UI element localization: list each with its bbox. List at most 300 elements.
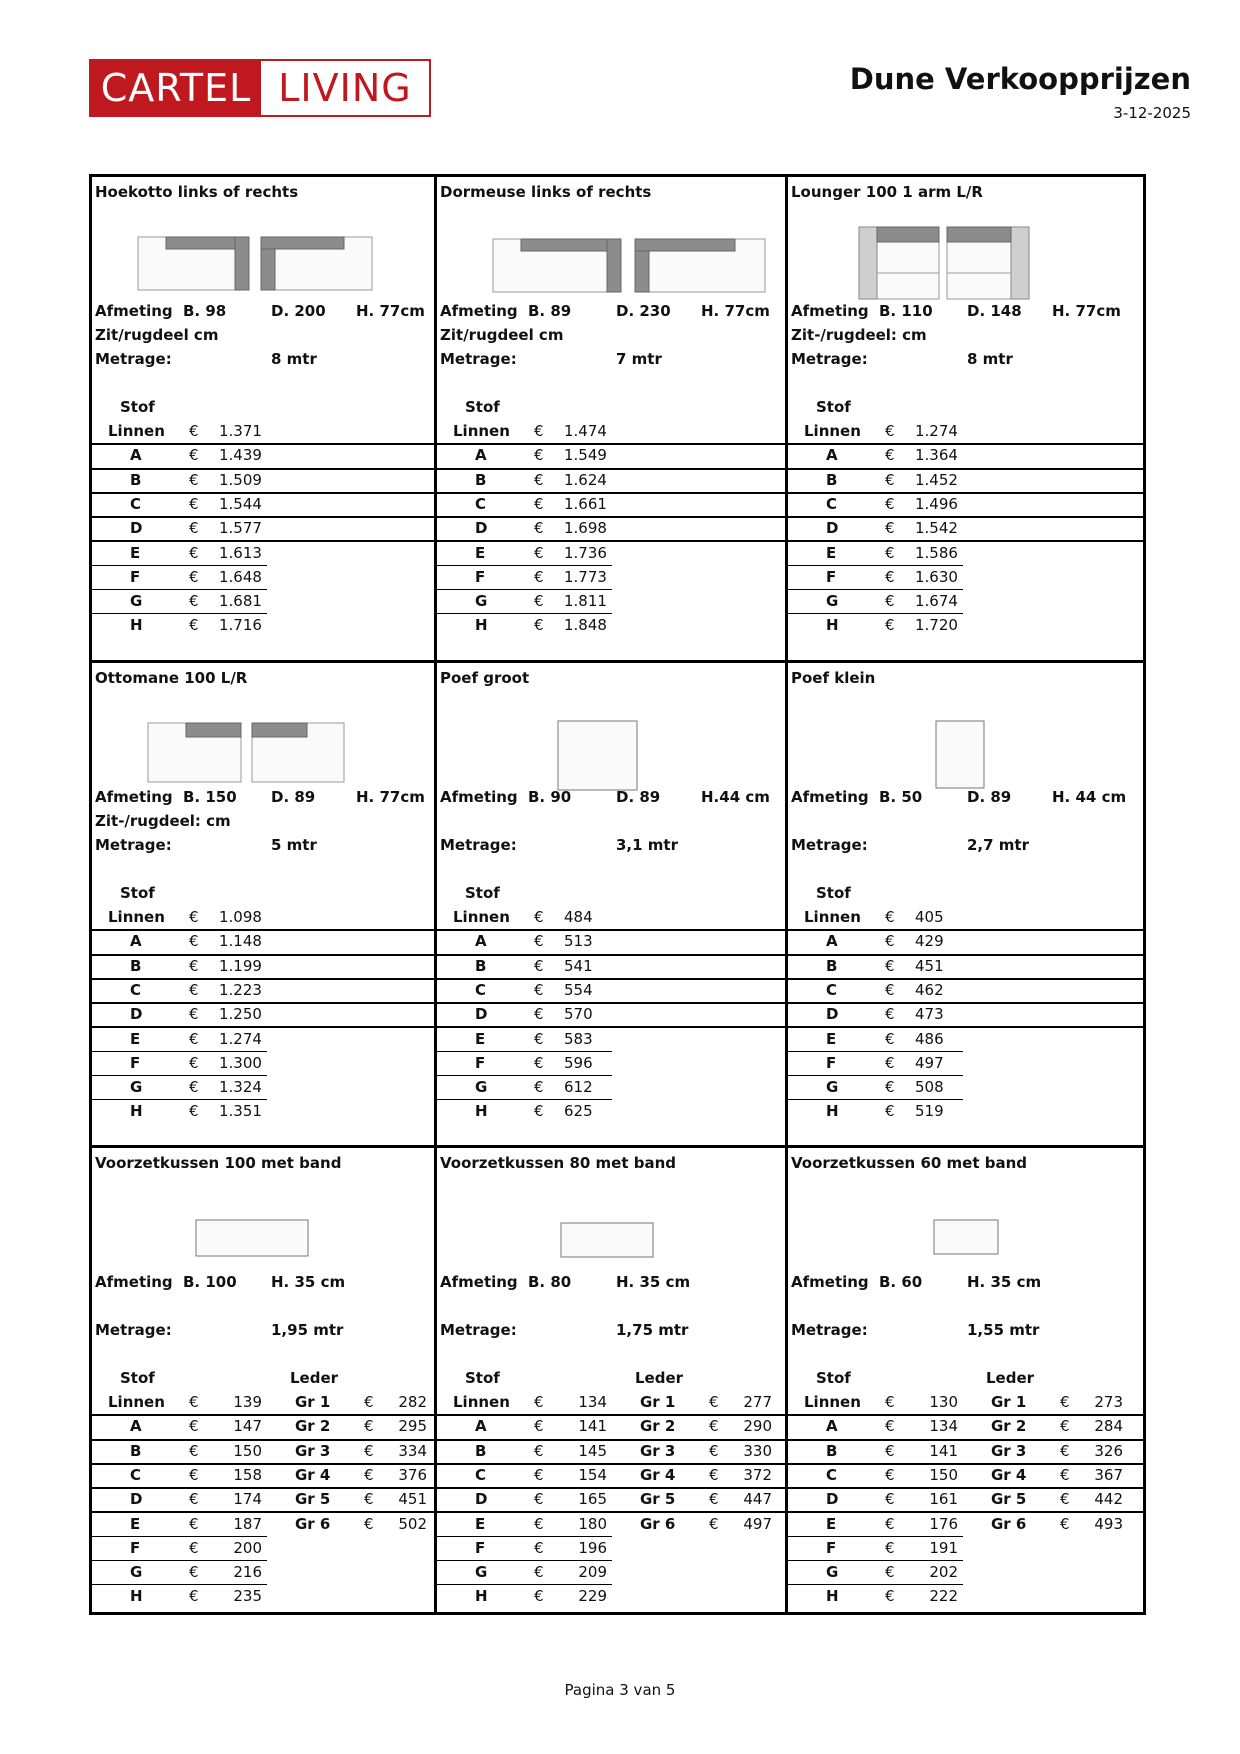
row-separator — [92, 1487, 434, 1489]
metrage-value: 1,95 mtr — [271, 1321, 344, 1339]
leder-grade-label: Gr 4 — [991, 1465, 1027, 1484]
logo-living: LIVING — [261, 61, 429, 115]
price-row — [788, 519, 1145, 543]
row-separator — [788, 1560, 963, 1561]
dimension-label: Afmeting — [791, 1273, 869, 1291]
euro-sign: € — [364, 1490, 374, 1509]
price-row — [788, 1442, 1145, 1466]
price-row — [437, 1563, 785, 1587]
dimension-height: H. 77cm — [1052, 302, 1121, 320]
grade-label: B — [130, 1441, 142, 1460]
grade-label: F — [130, 1538, 141, 1557]
stof-price: 583 — [564, 1029, 593, 1048]
stof-price: 1.371 — [219, 422, 262, 440]
stof-price: 141 — [578, 1417, 607, 1436]
stof-price: 1.630 — [915, 567, 958, 586]
price-row — [437, 1515, 785, 1539]
metrage-value: 2,7 mtr — [967, 836, 1029, 854]
metrage-label: Metrage: — [440, 350, 517, 368]
euro-sign: € — [189, 592, 199, 611]
grade-label: A — [475, 446, 487, 465]
row-separator — [788, 1002, 1145, 1004]
price-row — [92, 1442, 434, 1466]
dimension-width: B. 60 — [879, 1273, 923, 1291]
price-row — [92, 1005, 434, 1029]
grade-label: A — [826, 446, 838, 465]
grade-label: G — [130, 1563, 143, 1582]
seat-back-label: Zit-/rugdeel: cm — [95, 812, 231, 830]
row-separator — [788, 929, 1145, 931]
euro-sign: € — [709, 1490, 719, 1509]
row-separator — [437, 565, 612, 566]
grade-label: B — [475, 1441, 487, 1460]
dimension-height: H.44 cm — [701, 788, 770, 806]
price-row — [437, 422, 785, 446]
stof-price: 1.274 — [219, 1029, 262, 1048]
row-separator — [788, 1487, 1145, 1489]
leder-grade-label: Gr 3 — [991, 1441, 1027, 1460]
price-grid — [89, 174, 1146, 1615]
dimension-depth: D. 89 — [271, 788, 316, 806]
euro-sign: € — [709, 1514, 719, 1533]
row-separator — [437, 1002, 785, 1004]
stof-header: Stof — [816, 398, 851, 416]
grade-label: A — [475, 932, 487, 951]
row-separator — [437, 492, 785, 494]
dimension-width: B. 90 — [528, 788, 572, 806]
euro-sign: € — [189, 1538, 199, 1557]
leder-grade-label: Gr 3 — [640, 1441, 676, 1460]
euro-sign: € — [534, 1514, 544, 1533]
grade-label: E — [130, 1029, 141, 1048]
document-title: Dune Verkoopprijzen — [849, 62, 1191, 96]
stof-price: 1.542 — [915, 519, 958, 538]
row-separator — [92, 1584, 267, 1585]
row-separator — [788, 468, 1145, 470]
euro-sign: € — [534, 1563, 544, 1582]
grade-label: F — [475, 567, 486, 586]
price-row — [437, 1005, 785, 1029]
price-row — [788, 1102, 1145, 1126]
leder-header: Leder — [290, 1369, 339, 1387]
leder-grade-label: Gr 6 — [991, 1514, 1027, 1533]
row-separator — [437, 589, 612, 590]
metrage-value: 7 mtr — [616, 350, 662, 368]
price-row — [92, 981, 434, 1005]
grade-label: Linnen — [108, 422, 165, 440]
leder-price: 372 — [743, 1465, 772, 1484]
euro-sign: € — [534, 1441, 544, 1460]
product-cell — [788, 1148, 1145, 1615]
grade-label: E — [475, 543, 486, 562]
leder-header: Leder — [986, 1369, 1035, 1387]
grade-label: A — [130, 446, 142, 465]
row-separator — [437, 443, 785, 445]
price-row — [437, 1442, 785, 1466]
grade-label: D — [826, 519, 839, 538]
stof-price: 235 — [233, 1587, 262, 1606]
euro-sign: € — [364, 1514, 374, 1533]
euro-sign: € — [885, 1514, 895, 1533]
leder-price: 497 — [743, 1514, 772, 1533]
grade-label: B — [826, 956, 838, 975]
price-row — [92, 1490, 434, 1514]
stof-price: 216 — [233, 1563, 262, 1582]
grade-label: F — [826, 567, 837, 586]
leder-grade-label: Gr 2 — [295, 1417, 331, 1436]
product-cell — [92, 1148, 434, 1615]
page-number: Pagina 3 van 5 — [564, 1681, 676, 1699]
row-separator — [437, 1414, 785, 1416]
leder-price: 376 — [398, 1465, 427, 1484]
grade-label: H — [826, 616, 839, 635]
grade-label: A — [130, 932, 142, 951]
stof-price: 209 — [578, 1563, 607, 1582]
stof-price: 180 — [578, 1514, 607, 1533]
row-separator — [437, 613, 612, 614]
price-row — [788, 1466, 1145, 1490]
euro-sign: € — [189, 1563, 199, 1582]
stof-price: 1.720 — [915, 616, 958, 635]
price-row — [92, 1417, 434, 1441]
grade-label: D — [475, 519, 488, 538]
stof-price: 1.811 — [564, 592, 607, 611]
product-title: Voorzetkussen 100 met band — [95, 1154, 342, 1172]
row-separator — [92, 540, 434, 542]
price-row — [437, 1393, 785, 1417]
euro-sign: € — [885, 1078, 895, 1097]
grade-label: G — [826, 592, 839, 611]
leder-grade-label: Gr 4 — [640, 1465, 676, 1484]
euro-sign: € — [534, 567, 544, 586]
euro-sign: € — [885, 932, 895, 951]
euro-sign: € — [189, 494, 199, 513]
euro-sign: € — [534, 1465, 544, 1484]
price-row — [437, 1030, 785, 1054]
grade-label: Linnen — [453, 422, 510, 440]
euro-sign: € — [885, 1053, 895, 1072]
dimension-depth: D. 200 — [271, 302, 326, 320]
stof-price: 158 — [233, 1465, 262, 1484]
grade-label: H — [475, 616, 488, 635]
grade-label: D — [826, 1005, 839, 1024]
leder-price: 367 — [1094, 1465, 1123, 1484]
dimension-label: Afmeting — [440, 1273, 518, 1291]
dimension-width: B. 150 — [183, 788, 237, 806]
row-separator — [92, 516, 434, 518]
price-row — [788, 1515, 1145, 1539]
euro-sign: € — [189, 1465, 199, 1484]
grade-label: B — [826, 1441, 838, 1460]
row-separator — [437, 1511, 785, 1513]
row-separator — [92, 1536, 267, 1537]
stof-price: 429 — [915, 932, 944, 951]
price-row — [437, 1054, 785, 1078]
row-separator — [437, 1536, 612, 1537]
grade-label: A — [826, 932, 838, 951]
grade-label: F — [826, 1053, 837, 1072]
stof-price: 1.736 — [564, 543, 607, 562]
product-title: Poef klein — [791, 669, 876, 687]
euro-sign: € — [534, 932, 544, 951]
euro-sign: € — [189, 422, 199, 440]
euro-sign: € — [709, 1417, 719, 1436]
grade-label: B — [475, 470, 487, 489]
leder-price: 334 — [398, 1441, 427, 1460]
price-row — [788, 1005, 1145, 1029]
stof-price: 513 — [564, 932, 593, 951]
row-separator — [788, 1439, 1145, 1441]
stof-price: 229 — [578, 1587, 607, 1606]
dimension-depth: D. 89 — [616, 788, 661, 806]
stof-price: 1.250 — [219, 1005, 262, 1024]
euro-sign: € — [1060, 1393, 1070, 1411]
euro-sign: € — [189, 1005, 199, 1024]
row-separator — [788, 589, 963, 590]
euro-sign: € — [1060, 1514, 1070, 1533]
leder-price: 447 — [743, 1490, 772, 1509]
euro-sign: € — [534, 470, 544, 489]
price-row — [788, 1539, 1145, 1563]
euro-sign: € — [534, 1053, 544, 1072]
euro-sign: € — [534, 422, 544, 440]
stof-price: 1.648 — [219, 567, 262, 586]
grade-label: H — [130, 616, 143, 635]
row-separator — [788, 1414, 1145, 1416]
stof-price: 554 — [564, 980, 593, 999]
stof-price: 625 — [564, 1102, 593, 1121]
euro-sign: € — [364, 1465, 374, 1484]
euro-sign: € — [885, 470, 895, 489]
product-cell — [437, 1148, 785, 1615]
stof-price: 154 — [578, 1465, 607, 1484]
euro-sign: € — [1060, 1417, 1070, 1436]
price-row — [92, 1054, 434, 1078]
euro-sign: € — [189, 616, 199, 635]
euro-sign: € — [885, 446, 895, 465]
stof-price: 1.474 — [564, 422, 607, 440]
metrage-value: 1,55 mtr — [967, 1321, 1040, 1339]
euro-sign: € — [885, 616, 895, 635]
stof-price: 486 — [915, 1029, 944, 1048]
euro-sign: € — [534, 446, 544, 465]
price-row — [92, 1515, 434, 1539]
euro-sign: € — [534, 956, 544, 975]
euro-sign: € — [189, 1393, 199, 1411]
stof-price: 1.773 — [564, 567, 607, 586]
row-separator — [92, 589, 267, 590]
stof-price: 1.496 — [915, 494, 958, 513]
stof-price: 147 — [233, 1417, 262, 1436]
dimension-height: H. 77cm — [356, 788, 425, 806]
stof-price: 1.351 — [219, 1102, 262, 1121]
dimension-label: Afmeting — [440, 788, 518, 806]
stof-header: Stof — [465, 1369, 500, 1387]
stof-price: 1.674 — [915, 592, 958, 611]
row-separator — [788, 443, 1145, 445]
grade-label: F — [475, 1053, 486, 1072]
stof-price: 150 — [929, 1465, 958, 1484]
stof-price: 1.324 — [219, 1078, 262, 1097]
row-separator — [788, 1511, 1145, 1513]
euro-sign: € — [885, 1465, 895, 1484]
leder-price: 442 — [1094, 1490, 1123, 1509]
grade-label: E — [130, 1514, 141, 1533]
grade-label: G — [475, 1563, 488, 1582]
euro-sign: € — [885, 980, 895, 999]
euro-sign: € — [885, 1417, 895, 1436]
row-separator — [788, 516, 1145, 518]
stof-price: 405 — [915, 908, 944, 926]
row-separator — [92, 1075, 267, 1076]
price-row — [788, 908, 1145, 932]
euro-sign: € — [885, 956, 895, 975]
row-separator — [788, 1051, 963, 1052]
stof-price: 1.549 — [564, 446, 607, 465]
stof-price: 1.544 — [219, 494, 262, 513]
stof-price: 165 — [578, 1490, 607, 1509]
row-separator — [788, 1099, 963, 1100]
dimension-label: Afmeting — [440, 302, 518, 320]
stof-price: 222 — [929, 1587, 958, 1606]
leder-header: Leder — [635, 1369, 684, 1387]
price-row — [92, 519, 434, 543]
price-row — [92, 1078, 434, 1102]
row-separator — [92, 443, 434, 445]
stof-price: 191 — [929, 1538, 958, 1557]
grade-label: E — [475, 1514, 486, 1533]
euro-sign: € — [885, 1441, 895, 1460]
product-title: Voorzetkussen 80 met band — [440, 1154, 677, 1172]
price-row — [437, 1539, 785, 1563]
row-separator — [788, 1536, 963, 1537]
grade-label: Linnen — [804, 908, 861, 926]
dimension-width: B. 110 — [879, 302, 933, 320]
grade-label: H — [475, 1102, 488, 1121]
grade-label: F — [475, 1538, 486, 1557]
metrage-label: Metrage: — [440, 836, 517, 854]
price-row — [437, 1078, 785, 1102]
dimension-label: Afmeting — [95, 1273, 173, 1291]
grade-label: C — [475, 1465, 487, 1484]
stof-price: 1.509 — [219, 470, 262, 489]
dimension-depth: D. 89 — [967, 788, 1012, 806]
document-date: 3-12-2025 — [1113, 104, 1191, 122]
row-separator — [788, 1584, 963, 1585]
stof-price: 1.098 — [219, 908, 262, 926]
stof-price: 473 — [915, 1005, 944, 1024]
stof-price: 1.577 — [219, 519, 262, 538]
dimension-label: Afmeting — [95, 302, 173, 320]
stof-price: 1.300 — [219, 1053, 262, 1072]
stof-price: 145 — [578, 1441, 607, 1460]
euro-sign: € — [534, 1078, 544, 1097]
price-row — [92, 592, 434, 616]
stof-price: 187 — [233, 1514, 262, 1533]
euro-sign: € — [885, 1029, 895, 1048]
stof-price: 150 — [233, 1441, 262, 1460]
grade-label: C — [130, 494, 142, 513]
stof-price: 1.586 — [915, 543, 958, 562]
price-row — [437, 1102, 785, 1126]
euro-sign: € — [364, 1441, 374, 1460]
dimension-width: B. 100 — [183, 1273, 237, 1291]
price-row — [788, 592, 1145, 616]
price-row — [788, 1587, 1145, 1611]
stof-header: Stof — [816, 1369, 851, 1387]
dimension-depth: D. 148 — [967, 302, 1022, 320]
price-row — [92, 957, 434, 981]
stof-price: 174 — [233, 1490, 262, 1509]
grade-label: C — [475, 980, 487, 999]
metrage-value: 8 mtr — [967, 350, 1013, 368]
metrage-value: 1,75 mtr — [616, 1321, 689, 1339]
leder-price: 330 — [743, 1441, 772, 1460]
stof-price: 484 — [564, 908, 593, 926]
row-separator — [437, 1463, 785, 1465]
price-row — [437, 981, 785, 1005]
grade-label: D — [475, 1005, 488, 1024]
stof-price: 176 — [929, 1514, 958, 1533]
leder-price: 451 — [398, 1490, 427, 1509]
stof-price: 1.223 — [219, 980, 262, 999]
price-row — [92, 1393, 434, 1417]
grade-label: E — [826, 543, 837, 562]
dimension-height: H. 44 cm — [1052, 788, 1127, 806]
leder-price: 290 — [743, 1417, 772, 1436]
dimension-label: Afmeting — [791, 302, 869, 320]
euro-sign: € — [189, 543, 199, 562]
row-separator — [788, 565, 963, 566]
grade-label: B — [475, 956, 487, 975]
stof-price: 141 — [929, 1441, 958, 1460]
price-row — [437, 592, 785, 616]
euro-sign: € — [189, 1514, 199, 1533]
leder-grade-label: Gr 3 — [295, 1441, 331, 1460]
seat-back-label: Zit-/rugdeel: cm — [791, 326, 927, 344]
euro-sign: € — [534, 592, 544, 611]
euro-sign: € — [885, 1563, 895, 1582]
price-row — [788, 568, 1145, 592]
stof-header: Stof — [816, 884, 851, 902]
euro-sign: € — [534, 1538, 544, 1557]
euro-sign: € — [885, 1587, 895, 1606]
row-separator — [437, 1051, 612, 1052]
price-row — [437, 908, 785, 932]
product-cell — [788, 177, 1145, 660]
price-row — [788, 1393, 1145, 1417]
price-row — [788, 1563, 1145, 1587]
product-title: Voorzetkussen 60 met band — [791, 1154, 1028, 1172]
row-separator — [437, 954, 785, 956]
dimension-width: B. 50 — [879, 788, 923, 806]
dimension-width: B. 80 — [528, 1273, 572, 1291]
leder-grade-label: Gr 2 — [991, 1417, 1027, 1436]
price-row — [92, 1466, 434, 1490]
stof-price: 497 — [915, 1053, 944, 1072]
row-separator — [92, 1051, 267, 1052]
price-row — [437, 568, 785, 592]
grade-label: Linnen — [108, 908, 165, 926]
dimension-height: H. 77cm — [356, 302, 425, 320]
leder-grade-label: Gr 1 — [295, 1393, 331, 1411]
leder-grade-label: Gr 1 — [640, 1393, 676, 1411]
grade-label: H — [130, 1587, 143, 1606]
dimension-height: H. 77cm — [701, 302, 770, 320]
leder-price: 273 — [1094, 1393, 1123, 1411]
euro-sign: € — [1060, 1441, 1070, 1460]
price-row — [788, 1417, 1145, 1441]
